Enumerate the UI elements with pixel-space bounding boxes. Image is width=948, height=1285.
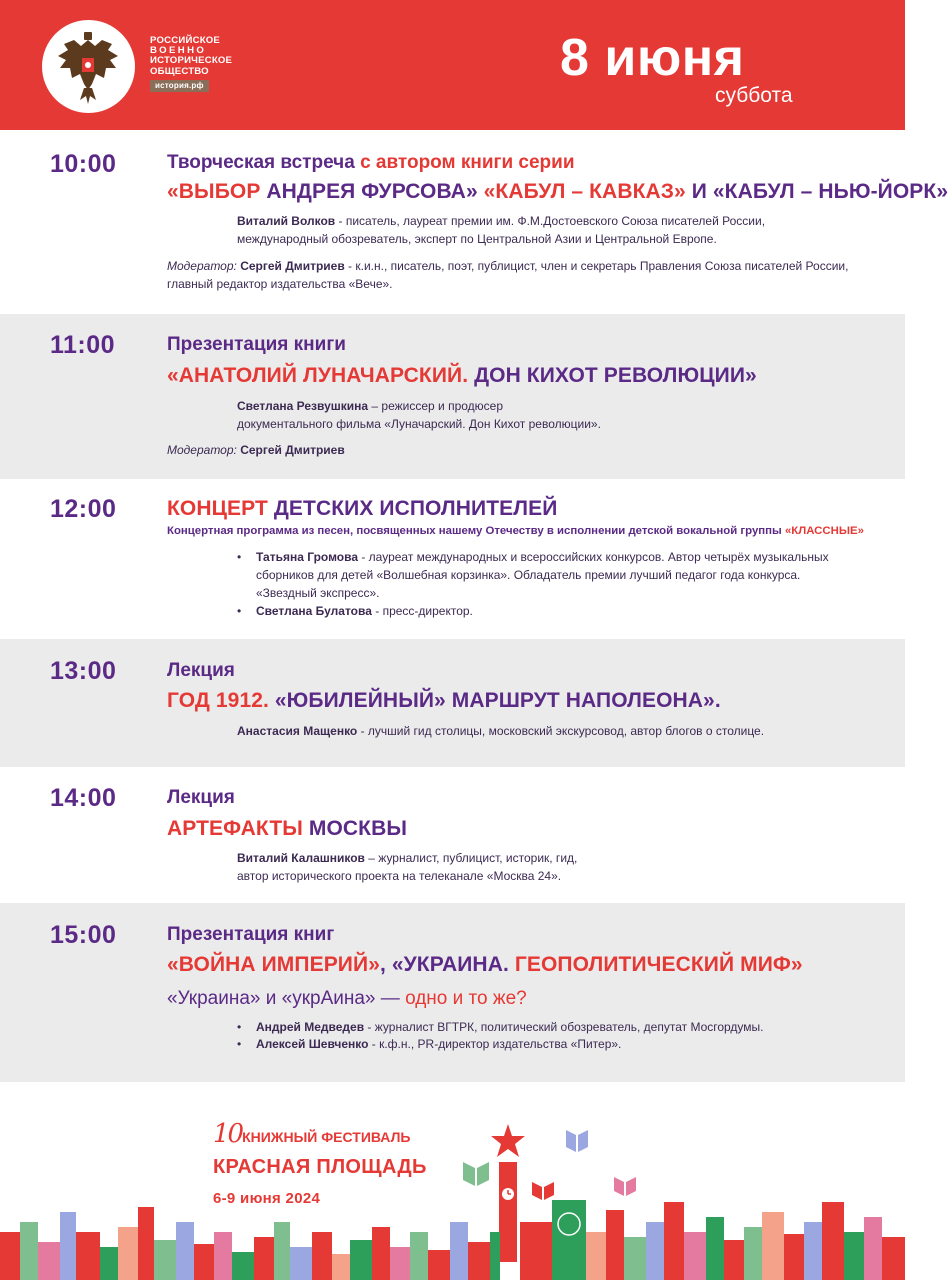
event-time: 15:00	[50, 921, 117, 949]
double-headed-eagle-emblem-icon	[50, 26, 127, 106]
guest-desc: - писатель, лауреат премии им. Ф.М.Достоевского Союза писателей России,	[335, 214, 766, 228]
schedule-row-1100	[0, 314, 905, 479]
performer-desc: «Звездный экспресс».	[256, 586, 380, 600]
event-weekday: суббота	[715, 84, 793, 107]
program-desc: Концертная программа из песен, посвященных нашему Отечеству в исполнении детской вокальной группы	[167, 525, 785, 537]
title-part: КОНЦЕРТ	[167, 497, 268, 520]
speaker-name: Алексей Шевченко	[256, 1037, 369, 1051]
title-part: «КАБУЛ – НЬЮ-ЙОРК»	[712, 180, 948, 203]
guest-desc: – журналист, публицист, историк, гид,	[364, 851, 578, 865]
title-part: «ВЫБОР	[167, 180, 267, 203]
org-line: ОБЩЕСТВО	[150, 65, 209, 77]
event-label: Презентация книги	[167, 334, 346, 355]
event-title	[167, 179, 948, 205]
festival-name: КНИЖНЫЙ ФЕСТИВАЛЬ	[242, 1129, 411, 1145]
moderator-name: Сергей Дмитриев	[236, 443, 345, 457]
title-part: «ВОЙНА ИМПЕРИЙ»	[167, 953, 380, 976]
performer-info	[256, 603, 473, 619]
event-title	[167, 496, 557, 522]
emblem-225-icon	[552, 1200, 586, 1280]
title-part: ГЕОПОЛИТИЧЕСКИЙ МИФ»	[514, 953, 803, 976]
guest-desc: автор исторического проекта на телеканале «Москва 24».	[237, 869, 562, 883]
event-label	[167, 151, 575, 175]
bullet-icon: •	[237, 550, 242, 564]
event-title	[167, 816, 407, 842]
guest-desc: - лучший гид столицы, московский экскурсовод, автор блогов о столице.	[357, 724, 765, 738]
org-line: ВОЕННО	[150, 45, 207, 57]
book-icon	[463, 1130, 636, 1200]
moderator-label: Модератор:	[167, 259, 237, 273]
guest-name: Анастасия Мащенко	[237, 724, 358, 738]
org-line: РОССИЙСКОЕ	[150, 35, 221, 46]
speaker-desc: - журналист ВГТРК, политический обозреватель, депутат Мосгордумы.	[364, 1020, 764, 1034]
schedule-row-1500	[0, 903, 905, 1082]
event-label: Лекция	[167, 787, 235, 808]
guest-name: Светлана Резвушкина	[237, 399, 369, 413]
org-name	[150, 36, 232, 92]
title-part: ДОН КИХОТ РЕВОЛЮЦИИ»	[468, 364, 757, 387]
title-part: МОСКВЫ	[302, 817, 408, 840]
moderator-info	[167, 258, 848, 274]
event-time: 12:00	[50, 495, 117, 523]
title-part: «ЮБИЛЕЙНЫЙ» МАРШРУТ НАПОЛЕОНА».	[268, 689, 721, 712]
event-time: 10:00	[50, 150, 117, 178]
speaker-desc: - к.ф.н., PR-директор издательства «Питер».	[368, 1037, 622, 1051]
title-part: «АНАТОЛИЙ ЛУНАЧАРСКИЙ.	[167, 364, 469, 387]
title-part: ДЕТСКИХ ИСПОЛНИТЕЛЕЙ	[267, 497, 558, 520]
event-title	[167, 363, 757, 389]
rvio-logo	[42, 20, 135, 113]
header-banner	[0, 0, 905, 130]
event-question	[167, 987, 527, 1011]
festival-footer	[0, 1082, 905, 1280]
bullet-icon: •	[237, 1020, 242, 1034]
event-date: 8 июня	[560, 29, 745, 87]
festival-number: 10	[213, 1119, 243, 1149]
title-part: И	[691, 180, 713, 203]
event-title	[167, 688, 721, 714]
guest-desc: документального фильма «Луначарский. Дон Кихот революции».	[237, 417, 601, 431]
festival-dates: 6-9 июня 2024	[213, 1190, 321, 1207]
performer-name: Татьяна Громова	[256, 550, 359, 564]
title-part: «КАБУЛ – КАВКАЗ»	[483, 180, 692, 203]
guest-info	[237, 723, 764, 739]
festival-title-line2: КРАСНАЯ ПЛОЩАДЬ	[213, 1156, 427, 1178]
question-part: одно и то же?	[405, 988, 527, 1009]
performer-desc: - лауреат международных и всероссийских конкурсов. Автор четырёх музыкальных	[358, 550, 829, 564]
label-part: Творческая встреча	[167, 152, 361, 173]
schedule-row-1300	[0, 639, 905, 767]
moderator-info	[167, 442, 345, 458]
schedule-row-1400	[0, 767, 905, 903]
title-part: АНДРЕЯ ФУРСОВА»	[266, 180, 484, 203]
bullet-icon: •	[237, 1037, 242, 1051]
schedule-row-1000	[0, 130, 948, 314]
moderator-label: Модератор:	[167, 443, 237, 457]
guest-name: Виталий Волков	[237, 214, 336, 228]
program-text	[167, 523, 864, 539]
event-label: Лекция	[167, 660, 235, 681]
guest-info	[237, 850, 577, 866]
speaker-info	[256, 1036, 621, 1052]
festival-decoration	[0, 1082, 905, 1280]
event-time: 14:00	[50, 784, 117, 812]
org-line: ИСТОРИЧЕСКОЕ	[150, 55, 233, 67]
title-part: ГОД 1912.	[167, 689, 269, 712]
moderator-name: Сергей Дмитриев	[236, 259, 345, 273]
event-time: 11:00	[50, 331, 116, 359]
speaker-name: Андрей Медведев	[256, 1020, 365, 1034]
moderator-desc: - к.и.н., писатель, поэт, публицист, член и секретарь Правления Союза писателей России,	[344, 259, 849, 273]
guest-info	[237, 398, 503, 414]
question-part: «Украина» и «укрАина» —	[167, 988, 406, 1009]
guest-info	[237, 213, 765, 229]
performer-desc: - пресс-директор.	[371, 604, 473, 618]
festival-title-line1	[213, 1119, 411, 1149]
label-part: с автором книги серии	[360, 152, 575, 173]
performer-desc: сборников для детей «Волшебная корзинка». Обладатель премии лучший педагог года конкурса.	[256, 568, 801, 582]
event-time: 13:00	[50, 657, 117, 685]
event-title	[167, 952, 803, 978]
guest-desc: – режиссер и продюсер	[368, 399, 504, 413]
event-label: Презентация книг	[167, 924, 335, 945]
performer-info	[256, 549, 829, 565]
title-part: АРТЕФАКТЫ	[167, 817, 303, 840]
performer-name: Светлана Булатова	[256, 604, 372, 618]
guest-name: Виталий Калашников	[237, 851, 365, 865]
org-site-badge[interactable]: история.рф	[150, 80, 209, 92]
speaker-info	[256, 1019, 764, 1035]
group-name: «КЛАССНЫЕ»	[784, 525, 864, 537]
title-part: , «УКРАИНА.	[379, 953, 515, 976]
schedule-row-1200	[0, 479, 905, 639]
bullet-icon: •	[237, 604, 242, 618]
moderator-desc: главный редактор издательства «Вече».	[167, 277, 393, 291]
guest-desc: международный обозреватель, эксперт по Центральной Азии и Центральной Европе.	[237, 232, 717, 246]
